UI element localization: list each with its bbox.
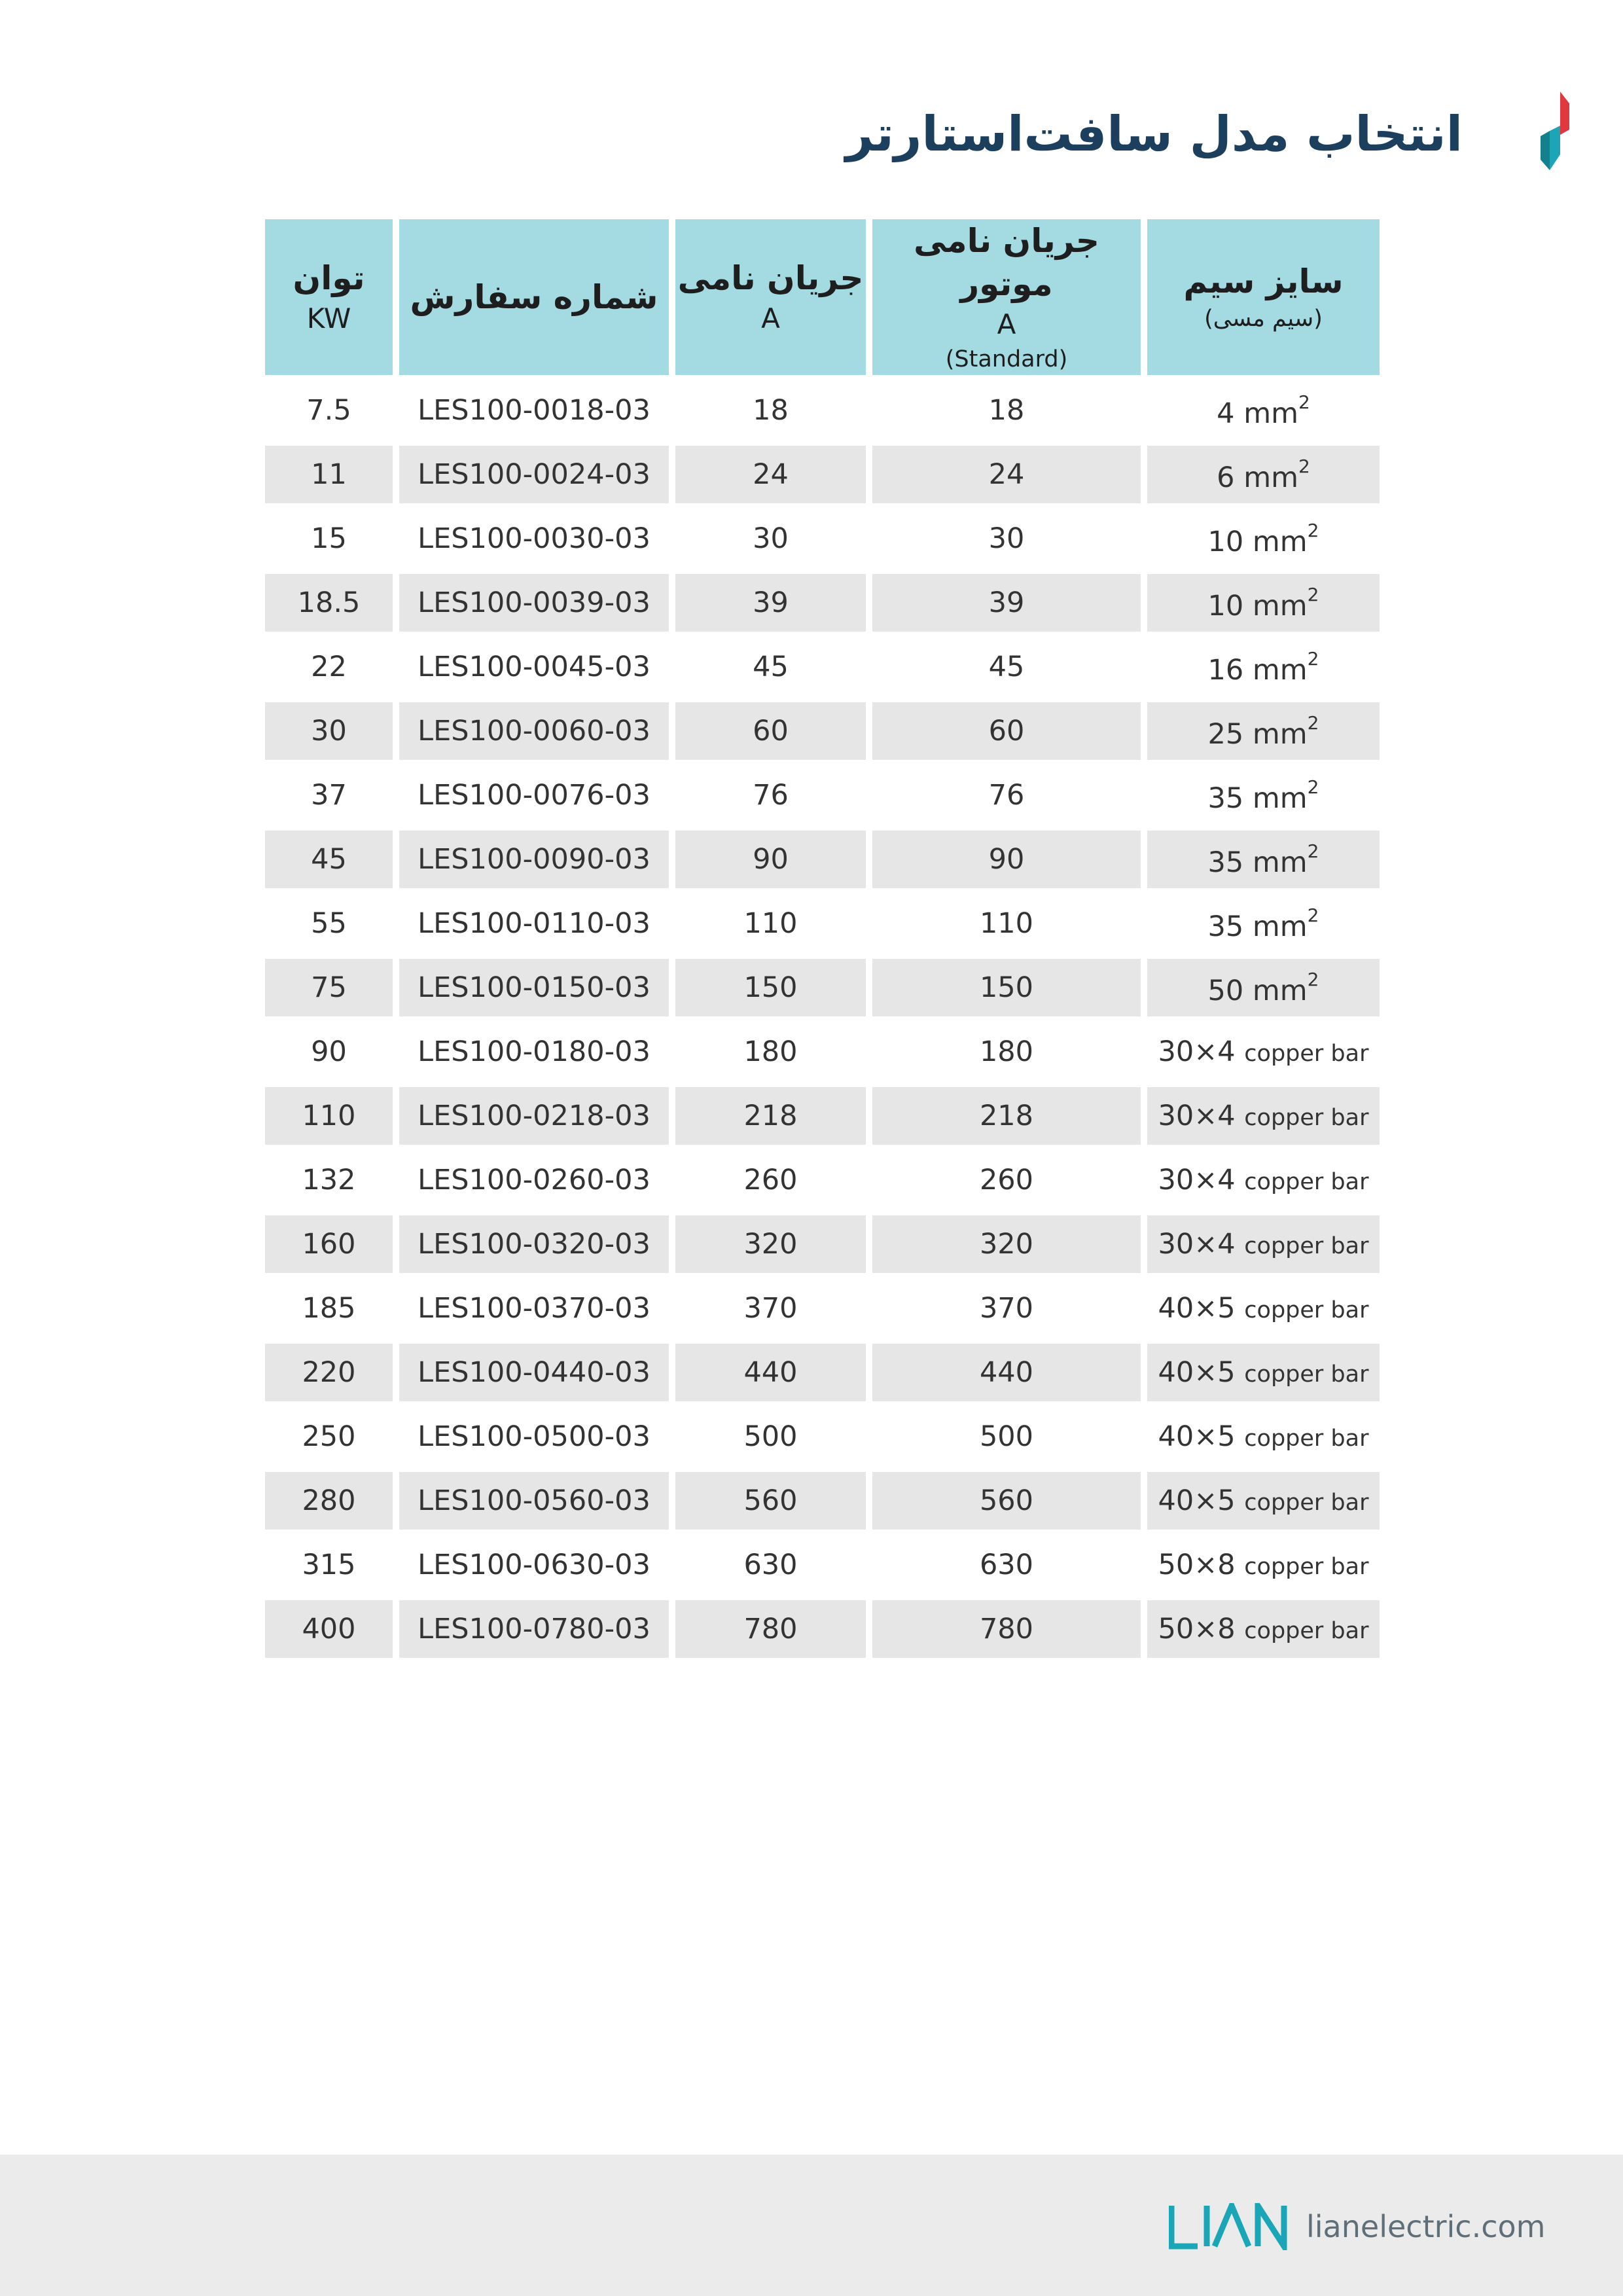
rated-current-cell: 260 xyxy=(743,1164,798,1196)
table-row xyxy=(265,638,1380,696)
rated-current-cell: 370 xyxy=(743,1292,798,1325)
rated-current-cell: 218 xyxy=(675,1087,866,1145)
wire-size-value: 10 mm xyxy=(1207,589,1308,622)
wire-size-cell xyxy=(1147,959,1380,1016)
wire-size-cell xyxy=(1147,1600,1380,1658)
power-cell: 132 xyxy=(302,1164,356,1196)
motor-current-cell: 630 xyxy=(979,1549,1034,1581)
wire-size-value: 40×5 xyxy=(1158,1420,1236,1453)
rated-current-cell: 24 xyxy=(675,446,866,503)
wire-size-value: 16 mm xyxy=(1207,653,1308,687)
order-number-cell: LES100-0500-03 xyxy=(418,1420,651,1453)
order-number-cell: LES100-0780-03 xyxy=(399,1600,669,1658)
order-number-cell: LES100-0560-03 xyxy=(399,1472,669,1530)
power-cell: 280 xyxy=(265,1472,393,1530)
wire-size-cell xyxy=(1147,1344,1380,1401)
table-row xyxy=(265,1344,1380,1401)
order-number-cell: LES100-0370-03 xyxy=(418,1292,651,1325)
rated-current-cell: 30 xyxy=(753,522,789,555)
wire-size-unit: copper bar xyxy=(1244,1105,1369,1131)
table-row xyxy=(265,1472,1380,1530)
wire-size-value: 50×8 xyxy=(1158,1613,1236,1645)
motor-current-cell: 218 xyxy=(872,1087,1141,1145)
table-row xyxy=(265,446,1380,503)
rated-current-cell: 180 xyxy=(743,1035,798,1068)
table-row xyxy=(265,1600,1380,1658)
motor-current-cell: 18 xyxy=(988,394,1025,427)
wire-size-value: 35 mm xyxy=(1207,846,1308,879)
motor-current-cell: 45 xyxy=(988,651,1025,683)
wire-size-cell xyxy=(1147,446,1380,503)
order-number-cell: LES100-0110-03 xyxy=(418,907,651,940)
rated-current-cell: 90 xyxy=(675,831,866,888)
wire-size-cell xyxy=(1147,1023,1380,1081)
rated-current-cell: 76 xyxy=(753,779,789,812)
power-cell: 15 xyxy=(311,522,347,555)
wire-size-unit: copper bar xyxy=(1244,1618,1369,1644)
order-number-cell: LES100-0320-03 xyxy=(399,1215,669,1273)
power-cell: 37 xyxy=(311,779,347,812)
rated-current-cell: 440 xyxy=(675,1344,866,1401)
wire-size-exponent: 2 xyxy=(1298,391,1310,413)
order-number-cell: LES100-0218-03 xyxy=(399,1087,669,1145)
order-number-cell: LES100-0076-03 xyxy=(418,779,651,812)
rated-current-cell: 39 xyxy=(675,574,866,632)
table-row xyxy=(265,895,1380,952)
order-number-cell: LES100-0440-03 xyxy=(399,1344,669,1401)
wire-size-cell xyxy=(1147,382,1380,439)
wire-size-value: 6 mm xyxy=(1217,461,1298,494)
motor-current-cell: 440 xyxy=(872,1344,1141,1401)
wire-size-exponent: 2 xyxy=(1307,647,1319,670)
motor-current-cell: 560 xyxy=(872,1472,1141,1530)
table-row xyxy=(265,1087,1380,1145)
order-number-cell: LES100-0024-03 xyxy=(399,446,669,503)
model-selection-table xyxy=(259,213,1386,1664)
wire-size-cell xyxy=(1147,1408,1380,1465)
wire-size-cell xyxy=(1147,1087,1380,1145)
wire-size-cell xyxy=(1147,1472,1380,1530)
power-cell: 250 xyxy=(302,1420,356,1453)
table-row xyxy=(265,574,1380,632)
wire-size-cell xyxy=(1147,895,1380,952)
power-cell: 315 xyxy=(302,1549,356,1581)
wire-size-unit: copper bar xyxy=(1244,1490,1369,1516)
power-cell: 7.5 xyxy=(306,394,351,427)
rated-current-cell: 45 xyxy=(753,651,789,683)
wire-size-value: 30×4 xyxy=(1158,1100,1236,1132)
table-row xyxy=(265,831,1380,888)
motor-current-cell: 24 xyxy=(872,446,1141,503)
header-motor-current: جریان نامی موتور A (Standard) xyxy=(872,219,1141,375)
power-cell: 22 xyxy=(311,651,347,683)
wire-size-value: 4 mm xyxy=(1217,397,1298,430)
rated-current-cell: 18 xyxy=(753,394,789,427)
wire-size-value: 25 mm xyxy=(1207,717,1308,751)
motor-current-cell: 780 xyxy=(872,1600,1141,1658)
table-row xyxy=(265,1215,1380,1273)
table-row xyxy=(265,702,1380,760)
power-cell: 110 xyxy=(265,1087,393,1145)
wire-size-value: 30×4 xyxy=(1158,1035,1236,1068)
table-header-row xyxy=(265,219,1380,375)
power-cell: 90 xyxy=(311,1035,347,1068)
order-number-cell: LES100-0630-03 xyxy=(418,1549,651,1581)
order-number-cell: LES100-0180-03 xyxy=(418,1035,651,1068)
wire-size-cell xyxy=(1147,1151,1380,1209)
order-number-cell: LES100-0150-03 xyxy=(399,959,669,1016)
motor-current-cell: 30 xyxy=(988,522,1025,555)
power-cell: 400 xyxy=(265,1600,393,1658)
table-row xyxy=(265,1280,1380,1337)
motor-current-cell: 180 xyxy=(979,1035,1034,1068)
motor-current-cell: 90 xyxy=(872,831,1141,888)
wire-size-value: 50×8 xyxy=(1158,1549,1236,1581)
page-title: انتخاب مدل سافت‌استارتر xyxy=(845,106,1463,162)
power-cell: 220 xyxy=(265,1344,393,1401)
order-number-cell: LES100-0260-03 xyxy=(418,1164,651,1196)
wire-size-value: 35 mm xyxy=(1207,910,1308,943)
rated-current-cell: 150 xyxy=(675,959,866,1016)
motor-current-cell: 370 xyxy=(979,1292,1034,1325)
header-order-number: شماره سفارش xyxy=(399,219,669,375)
table-row xyxy=(265,766,1380,824)
table-row xyxy=(265,382,1380,439)
brand-mark-icon xyxy=(1541,92,1569,170)
header-power: توان KW xyxy=(265,219,393,375)
wire-size-cell xyxy=(1147,831,1380,888)
motor-current-cell: 320 xyxy=(872,1215,1141,1273)
wire-size-cell xyxy=(1147,574,1380,632)
wire-size-value: 40×5 xyxy=(1158,1484,1236,1517)
table-row xyxy=(265,510,1380,567)
order-number-cell: LES100-0060-03 xyxy=(399,702,669,760)
header-wire-size: سایز سیم (سیم مسی) xyxy=(1147,219,1380,375)
wire-size-exponent: 2 xyxy=(1307,583,1319,605)
power-cell: 30 xyxy=(265,702,393,760)
wire-size-value: 40×5 xyxy=(1158,1292,1236,1325)
wire-size-exponent: 2 xyxy=(1307,968,1319,990)
wire-size-unit: copper bar xyxy=(1244,1426,1369,1452)
rated-current-cell: 60 xyxy=(675,702,866,760)
rated-current-cell: 780 xyxy=(675,1600,866,1658)
wire-size-cell xyxy=(1147,766,1380,824)
wire-size-value: 35 mm xyxy=(1207,781,1308,815)
power-cell: 160 xyxy=(265,1215,393,1273)
wire-size-unit: copper bar xyxy=(1244,1233,1369,1259)
wire-size-unit: copper bar xyxy=(1244,1361,1369,1388)
wire-size-value: 10 mm xyxy=(1207,525,1308,558)
power-cell: 55 xyxy=(311,907,347,940)
wire-size-value: 30×4 xyxy=(1158,1228,1236,1261)
wire-size-cell xyxy=(1147,638,1380,696)
wire-size-exponent: 2 xyxy=(1307,519,1319,541)
wire-size-unit: copper bar xyxy=(1244,1297,1369,1323)
motor-current-cell: 76 xyxy=(988,779,1025,812)
wire-size-cell xyxy=(1147,510,1380,567)
rated-current-cell: 110 xyxy=(743,907,798,940)
power-cell: 18.5 xyxy=(265,574,393,632)
wire-size-exponent: 2 xyxy=(1298,455,1310,477)
wire-size-exponent: 2 xyxy=(1307,776,1319,798)
website-link[interactable]: lianelectric.com xyxy=(1306,2209,1546,2244)
order-number-cell: LES100-0030-03 xyxy=(418,522,651,555)
rated-current-cell: 320 xyxy=(675,1215,866,1273)
wire-size-cell xyxy=(1147,1536,1380,1594)
table-row xyxy=(265,1151,1380,1209)
wire-size-cell xyxy=(1147,702,1380,760)
wire-size-cell xyxy=(1147,1280,1380,1337)
table-row xyxy=(265,1408,1380,1465)
table-row xyxy=(265,1023,1380,1081)
header-rated-current: جریان نامی A xyxy=(675,219,866,375)
table-row xyxy=(265,1536,1380,1594)
power-cell: 75 xyxy=(265,959,393,1016)
wire-size-unit: copper bar xyxy=(1244,1554,1369,1580)
order-number-cell: LES100-0039-03 xyxy=(399,574,669,632)
order-number-cell: LES100-0090-03 xyxy=(399,831,669,888)
power-cell: 45 xyxy=(265,831,393,888)
motor-current-cell: 500 xyxy=(979,1420,1034,1453)
motor-current-cell: 260 xyxy=(979,1164,1034,1196)
power-cell: 11 xyxy=(265,446,393,503)
table-row xyxy=(265,959,1380,1016)
wire-size-cell xyxy=(1147,1215,1380,1273)
rated-current-cell: 560 xyxy=(675,1472,866,1530)
order-number-cell: LES100-0018-03 xyxy=(418,394,651,427)
wire-size-value: 40×5 xyxy=(1158,1356,1236,1389)
lian-logo xyxy=(1169,2203,1293,2250)
wire-size-value: 30×4 xyxy=(1158,1164,1236,1196)
wire-size-unit: copper bar xyxy=(1244,1169,1369,1195)
motor-current-cell: 150 xyxy=(872,959,1141,1016)
rated-current-cell: 500 xyxy=(743,1420,798,1453)
wire-size-value: 50 mm xyxy=(1207,974,1308,1007)
order-number-cell: LES100-0045-03 xyxy=(418,651,651,683)
rated-current-cell: 630 xyxy=(743,1549,798,1581)
wire-size-exponent: 2 xyxy=(1307,711,1319,734)
wire-size-unit: copper bar xyxy=(1244,1041,1369,1067)
wire-size-exponent: 2 xyxy=(1307,904,1319,926)
motor-current-cell: 39 xyxy=(872,574,1141,632)
motor-current-cell: 110 xyxy=(979,907,1034,940)
power-cell: 185 xyxy=(302,1292,356,1325)
motor-current-cell: 60 xyxy=(872,702,1141,760)
wire-size-exponent: 2 xyxy=(1307,840,1319,862)
